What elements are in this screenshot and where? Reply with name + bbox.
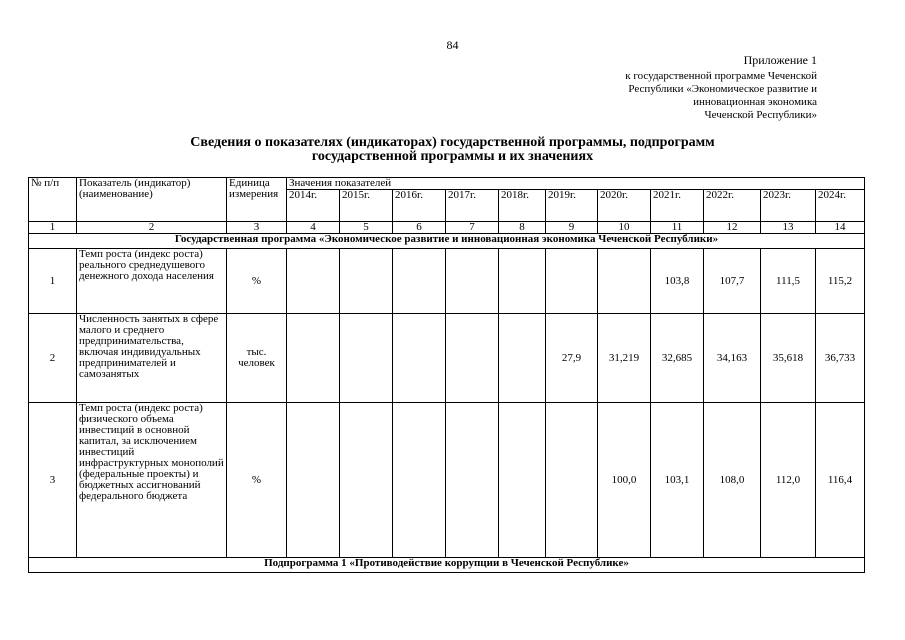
section-title: Подпрограмма 1 «Противодействие коррупции в Чеченской Республике» [29,558,865,573]
row-value [287,249,340,314]
row-value [340,249,393,314]
row-value: 116,4 [816,403,865,558]
row-value [393,249,446,314]
header-year: 2023г. [761,190,816,222]
column-number: 7 [446,222,499,234]
column-number-row [29,222,865,234]
row-number: 2 [29,314,77,403]
header-year: 2018г. [499,190,546,222]
row-value [393,403,446,558]
column-number: 14 [816,222,865,234]
indicators-table [28,177,865,573]
column-number: 11 [651,222,704,234]
row-value: 103,1 [651,403,704,558]
section-row [29,234,865,249]
column-number: 2 [77,222,227,234]
column-number: 1 [29,222,77,234]
appendix-line: Республики «Экономическое развитие и [628,83,817,95]
row-value: 36,733 [816,314,865,403]
row-value [499,403,546,558]
header-year: 2016г. [393,190,446,222]
column-number: 13 [761,222,816,234]
row-value: 35,618 [761,314,816,403]
header-no: № п/п [29,178,77,222]
column-number: 8 [499,222,546,234]
row-value [287,314,340,403]
row-value: 103,8 [651,249,704,314]
row-indicator: Численность занятых в сфере малого и среднего предпринимательства, включая индивидуальных предпринимателей и самозанятых [77,314,227,403]
column-number: 5 [340,222,393,234]
column-number: 10 [598,222,651,234]
column-number: 3 [227,222,287,234]
row-value: 100,0 [598,403,651,558]
row-number: 1 [29,249,77,314]
row-value [340,314,393,403]
header-values-group: Значения показателей [287,178,865,190]
table-row [29,403,865,558]
row-value: 108,0 [704,403,761,558]
table-row [29,249,865,314]
header-year: 2024г. [816,190,865,222]
row-unit: тыс. человек [227,314,287,403]
row-value: 115,2 [816,249,865,314]
row-value: 31,219 [598,314,651,403]
appendix-line: к государственной программе Чеченской [625,70,817,82]
header-year: 2021г. [651,190,704,222]
header-year: 2014г. [287,190,340,222]
appendix-title: Приложение 1 [743,53,817,67]
appendix-line: Чеченской Республики» [704,109,817,121]
row-unit: % [227,403,287,558]
row-value [598,249,651,314]
header-year: 2015г. [340,190,393,222]
column-number: 4 [287,222,340,234]
row-unit: % [227,249,287,314]
row-indicator: Темп роста (индекс роста) физического объема инвестиций в основной капитал, за исключением инвестиций инфраструктурных монополий (федеральные проекты) и бюджетных ассигнований федерального бюджета [77,403,227,558]
column-number: 9 [546,222,598,234]
header-row-group [29,178,865,190]
row-value: 107,7 [704,249,761,314]
header-year: 2017г. [446,190,499,222]
row-value: 32,685 [651,314,704,403]
row-value: 34,163 [704,314,761,403]
row-indicator: Темп роста (индекс роста) реального среднедушевого денежного дохода населения [77,249,227,314]
row-value [499,314,546,403]
appendix-reference [625,70,817,122]
header-year: 2019г. [546,190,598,222]
header-year: 2020г. [598,190,651,222]
row-value: 27,9 [546,314,598,403]
section-title: Государственная программа «Экономическое развитие и инновационная экономика Чеченской Республики» [29,234,865,249]
table-row [29,314,865,403]
row-number: 3 [29,403,77,558]
row-value [287,403,340,558]
document-title-line: государственной программы и их значениях [311,149,594,164]
row-value [546,249,598,314]
row-value [393,314,446,403]
row-value [446,249,499,314]
row-value [499,249,546,314]
document-title-line: Сведения о показателях (индикаторах) государственной программы, подпрограмм [190,135,715,150]
header-year: 2022г. [704,190,761,222]
document-title [0,136,905,164]
section-row [29,558,865,573]
column-number: 12 [704,222,761,234]
row-value: 112,0 [761,403,816,558]
page-number: 84 [446,38,459,52]
row-value: 111,5 [761,249,816,314]
row-value [340,403,393,558]
appendix-line: инновационная экономика [693,96,817,108]
row-value [446,314,499,403]
row-value [546,403,598,558]
column-number: 6 [393,222,446,234]
header-indicator: Показатель (индикатор) (наименование) [77,178,227,222]
row-value [446,403,499,558]
header-unit: Единица измерения [227,178,287,222]
